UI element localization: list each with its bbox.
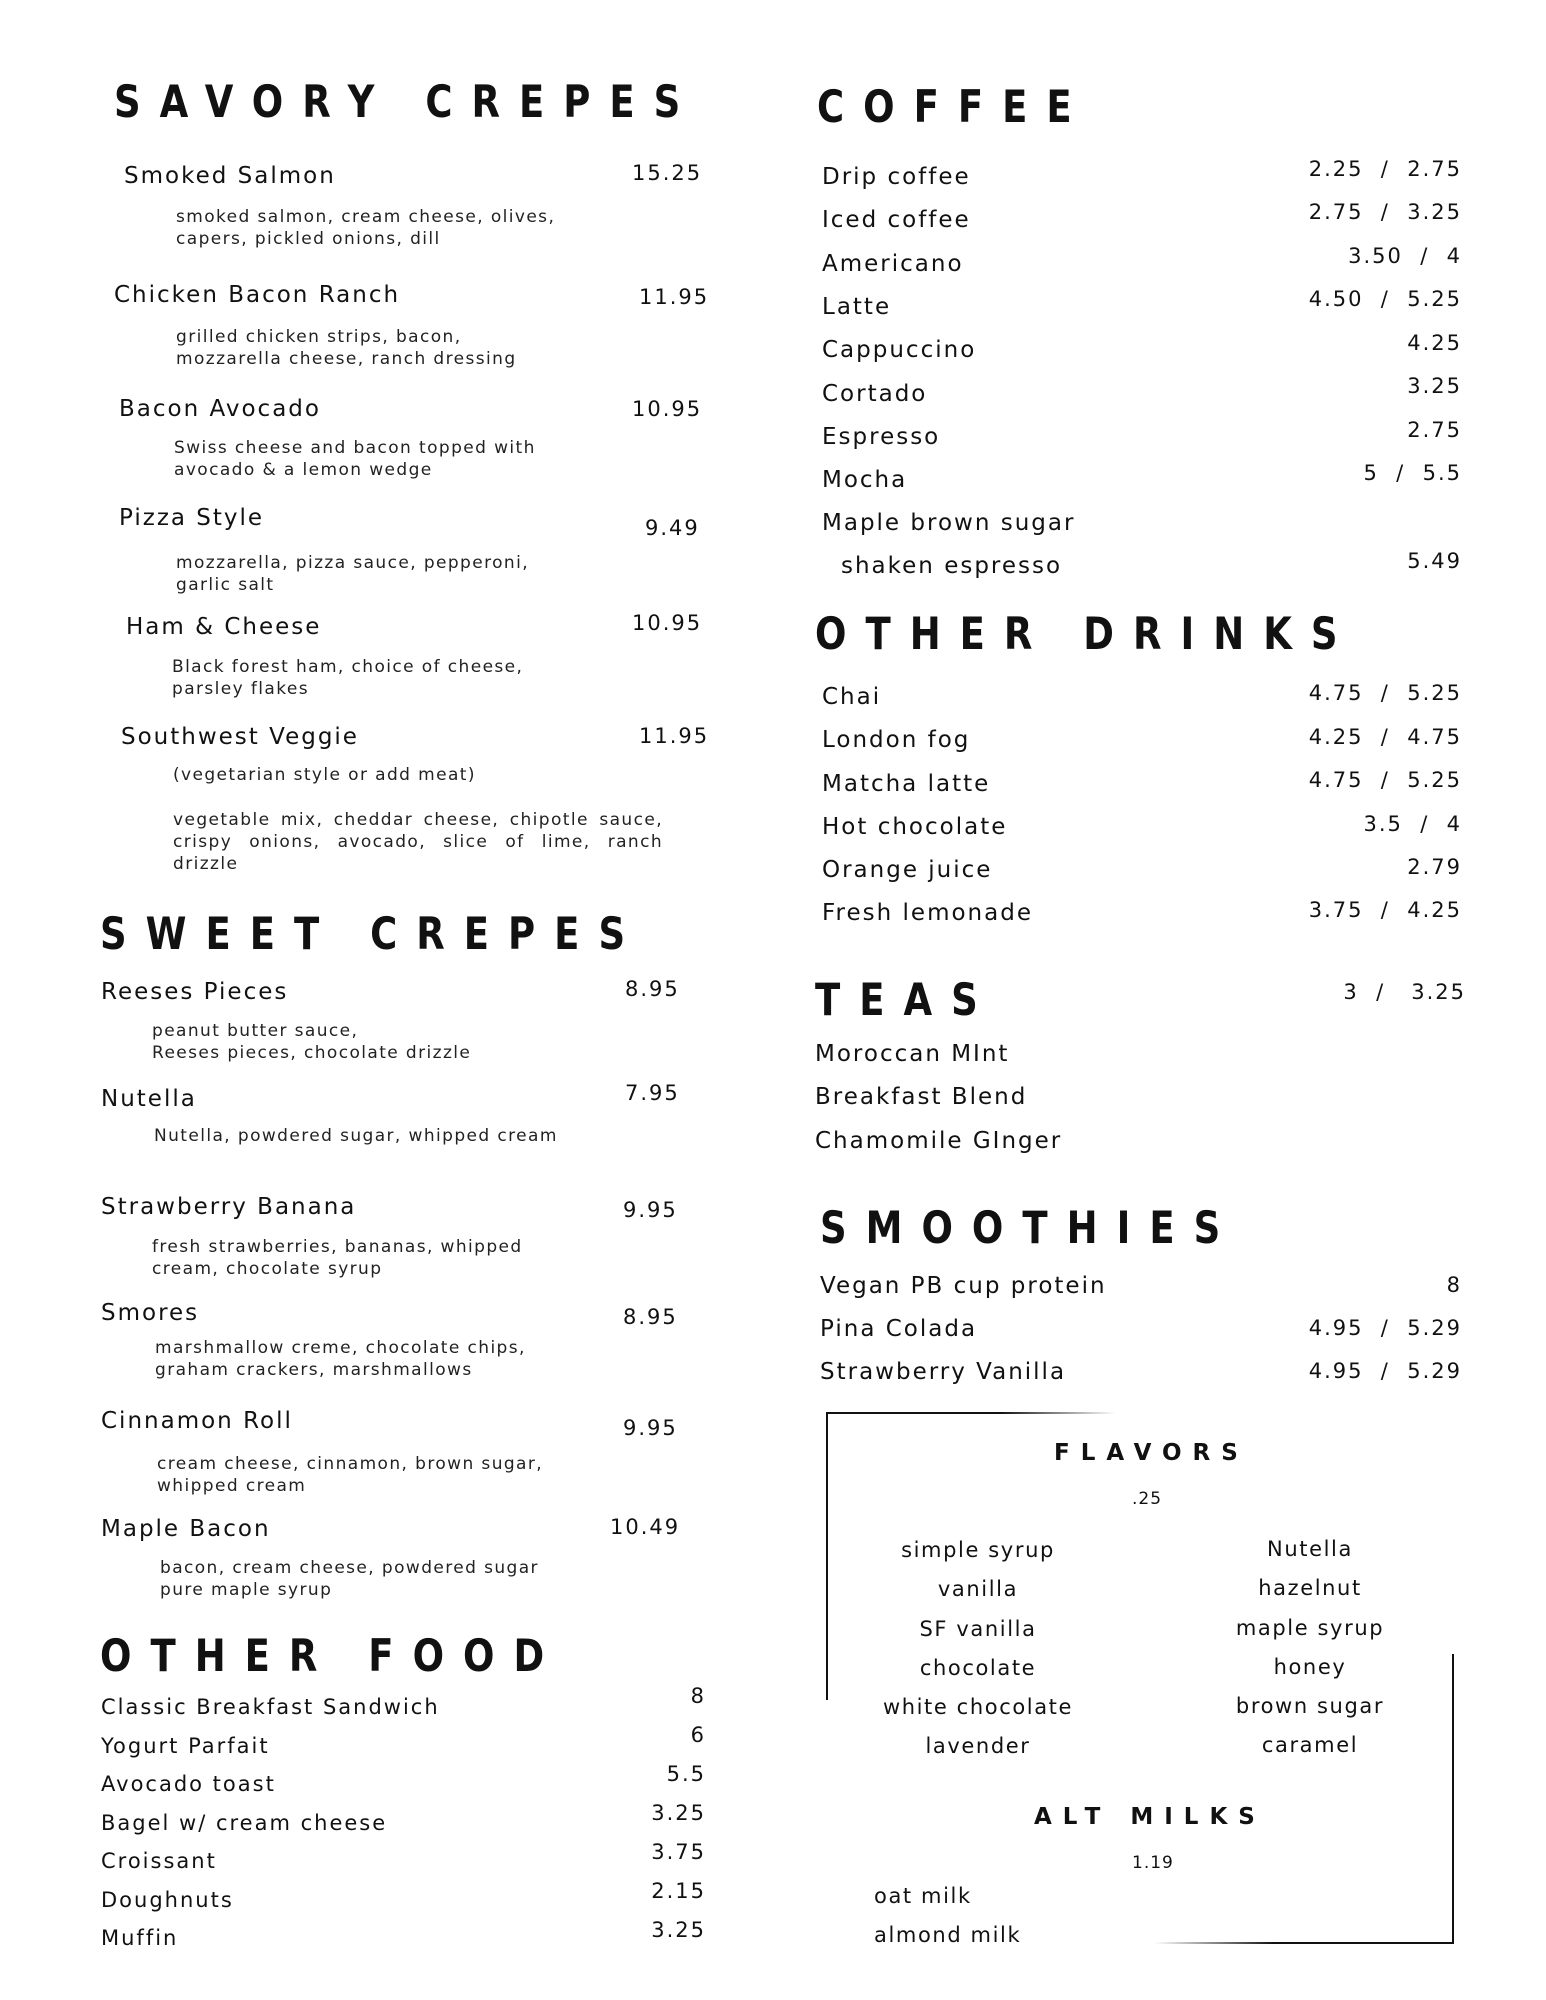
item-price: 3.75 / 4.25 (1308, 898, 1462, 922)
desc-text: Swiss cheese and bacon topped with avocado & a lemon wedge (174, 438, 536, 480)
item-name: Pina Colada (820, 1316, 978, 1342)
item-name: Americano (822, 251, 964, 277)
flavor-item: SF vanilla (919, 1617, 1037, 1641)
item-price: 2.75 (1407, 418, 1462, 442)
item-name: Fresh lemonade (822, 900, 1033, 926)
tea-item: Breakfast Blend (815, 1084, 1028, 1110)
item-price: 2.25 / 2.75 (1308, 157, 1462, 181)
other-food-heading: OTHER FOOD (100, 1630, 564, 1682)
item-name: Orange juice (822, 857, 993, 883)
alt-milks-price: 1.19 (1132, 1853, 1174, 1873)
flavors-heading: FLAVORS (1054, 1440, 1249, 1466)
desc-text: mozzarella, pizza sauce, pepperoni, garlic salt (176, 553, 530, 595)
item-description (172, 656, 523, 700)
item-price: 3.75 (651, 1840, 706, 1864)
item-description (176, 326, 517, 370)
desc-text: peanut butter sauce, Reeses pieces, chocolate drizzle (152, 1021, 472, 1063)
item-price: 9.95 (623, 1416, 678, 1440)
flavor-item: lavender (925, 1734, 1031, 1758)
item-name: Maple Bacon (101, 1516, 271, 1542)
item-price: 10.49 (610, 1515, 681, 1539)
item-description (154, 1125, 558, 1147)
item-price: 6 (690, 1723, 706, 1747)
item-price: 8 (690, 1684, 706, 1708)
item-name: Bacon Avocado (119, 396, 321, 422)
flavor-item: brown sugar (1235, 1694, 1385, 1718)
item-name: Strawberry Vanilla (820, 1359, 1067, 1385)
item-name: Southwest Veggie (121, 724, 359, 750)
item-price: 8.95 (623, 1305, 678, 1329)
milk-item: oat milk (874, 1884, 972, 1908)
item-price: 3.25 (651, 1801, 706, 1825)
item-name: Reeses Pieces (101, 979, 289, 1005)
flavor-item: vanilla (937, 1577, 1019, 1601)
box-border-top (826, 1412, 1116, 1414)
item-price: 9.95 (623, 1198, 678, 1222)
item-price: 4.95 / 5.29 (1308, 1316, 1462, 1340)
sweet-crepes-heading: SWEET CREPES (100, 908, 645, 960)
coffee-heading: COFFEE (817, 81, 1091, 133)
flavor-item: honey (1273, 1655, 1347, 1679)
item-name: Vegan PB cup protein (820, 1273, 1107, 1299)
item-name: Cinnamon Roll (101, 1408, 293, 1434)
item-name: Chai (822, 684, 882, 710)
item-price: 9.49 (645, 516, 700, 540)
teas-heading: TEAS (815, 974, 997, 1026)
flavor-item: Nutella (1267, 1537, 1353, 1561)
item-price: 5.5 (666, 1762, 706, 1786)
item-name: Matcha latte (822, 771, 991, 797)
item-name: Classic Breakfast Sandwich (101, 1695, 440, 1719)
item-name: Pizza Style (119, 505, 265, 531)
item-price: 5.49 (1407, 549, 1462, 573)
item-name: Hot chocolate (822, 814, 1008, 840)
item-name: Iced coffee (822, 207, 971, 233)
item-name: Maple brown sugar (822, 510, 1076, 536)
item-name: Cappuccino (822, 337, 977, 363)
item-price: 11.95 (639, 724, 710, 748)
desc-text: Black forest ham, choice of cheese, parsley flakes (172, 657, 524, 699)
desc-text: cream cheese, cinnamon, brown sugar, whipped cream (157, 1454, 544, 1496)
item-price: 3.50 / 4 (1348, 244, 1462, 268)
item-price: 8 (1446, 1273, 1462, 1297)
item-note: (vegetarian style or add meat) (173, 765, 476, 785)
item-name: Espresso (822, 424, 941, 450)
item-name: Cortado (822, 381, 928, 407)
item-description (152, 1020, 471, 1064)
desc-text: smoked salmon, cream cheese, olives, capers, pickled onions, dill (176, 207, 556, 249)
desc-text: marshmallow creme, chocolate chips, graham crackers, marshmallows (155, 1338, 526, 1380)
item-price: 2.15 (651, 1879, 706, 1903)
item-description (152, 1236, 523, 1280)
item-name: Smoked Salmon (124, 163, 336, 189)
item-price: 4.25 (1407, 331, 1462, 355)
desc-text: Nutella, powdered sugar, whipped cream (154, 1126, 558, 1146)
milk-item: almond milk (874, 1923, 1022, 1947)
flavor-item: simple syrup (901, 1538, 1055, 1562)
item-description: vegetable mix, cheddar cheese, chipotle sauce, crispy onions, avocado, slice of lime, ranch drizzle (173, 810, 663, 874)
item-name: Muffin (101, 1926, 179, 1950)
item-name: Chicken Bacon Ranch (114, 282, 401, 308)
item-description (176, 552, 529, 596)
item-price: 11.95 (639, 285, 710, 309)
tea-item: Chamomile GInger (815, 1128, 1063, 1154)
item-name: Mocha (822, 467, 908, 493)
item-name: Yogurt Parfait (101, 1734, 270, 1758)
item-name: Bagel w/ cream cheese (101, 1811, 388, 1835)
item-price: 4.75 / 5.25 (1308, 681, 1462, 705)
item-name: shaken espresso (841, 553, 1063, 579)
flavor-item: white chocolate (882, 1695, 1074, 1719)
item-name: Doughnuts (101, 1888, 234, 1912)
item-name: London fog (822, 727, 971, 753)
box-border-bottom (1154, 1942, 1454, 1944)
item-price: 10.95 (632, 397, 703, 421)
desc-text: fresh strawberries, bananas, whipped cream, chocolate syrup (152, 1237, 523, 1279)
item-price: 15.25 (632, 161, 703, 185)
flavor-item: caramel (1261, 1733, 1359, 1757)
savory-crepes-heading: SAVORY CREPES (114, 76, 700, 128)
item-name: Smores (101, 1300, 200, 1326)
desc-text: grilled chicken strips, bacon, mozzarella cheese, ranch dressing (176, 327, 517, 369)
item-description (160, 1557, 539, 1601)
box-border-right (1452, 1654, 1454, 1944)
item-price: 2.75 / 3.25 (1308, 200, 1462, 224)
item-name: Avocado toast (101, 1772, 276, 1796)
item-description (155, 1337, 526, 1381)
flavor-item: chocolate (919, 1656, 1037, 1680)
teas-price: 3 / 3.25 (1343, 980, 1466, 1004)
item-description (176, 206, 555, 250)
item-price: 4.75 / 5.25 (1308, 768, 1462, 792)
item-name: Nutella (101, 1086, 197, 1112)
item-name: Strawberry Banana (101, 1194, 357, 1220)
item-price: 4.25 / 4.75 (1308, 725, 1462, 749)
box-border-left (826, 1412, 828, 1700)
item-price: 10.95 (632, 611, 703, 635)
item-price: 8.95 (625, 977, 680, 1001)
item-price: 4.50 / 5.25 (1308, 287, 1462, 311)
item-price: 5 / 5.5 (1363, 461, 1462, 485)
item-name: Latte (822, 294, 892, 320)
flavors-price: .25 (1132, 1489, 1163, 1509)
item-price: 3.5 / 4 (1363, 812, 1462, 836)
desc-text: bacon, cream cheese, powdered sugar pure maple syrup (160, 1558, 539, 1600)
item-description (174, 437, 536, 481)
flavor-item: hazelnut (1258, 1576, 1362, 1600)
item-name: Croissant (101, 1849, 217, 1873)
item-price: 3.25 (1407, 374, 1462, 398)
item-name: Ham & Cheese (126, 614, 322, 640)
item-description (157, 1453, 543, 1497)
tea-item: Moroccan MInt (815, 1041, 1010, 1067)
item-price: 7.95 (625, 1081, 680, 1105)
flavor-item: maple syrup (1235, 1616, 1385, 1640)
flavors-box (826, 1412, 1454, 1947)
item-price: 2.79 (1407, 855, 1462, 879)
item-price: 4.95 / 5.29 (1308, 1359, 1462, 1383)
other-drinks-heading: OTHER DRINKS (815, 608, 1357, 660)
item-name: Drip coffee (822, 164, 971, 190)
item-price: 3.25 (651, 1918, 706, 1942)
smoothies-heading: SMOOTHIES (820, 1202, 1240, 1254)
alt-milks-heading: ALT MILKS (1034, 1804, 1266, 1830)
